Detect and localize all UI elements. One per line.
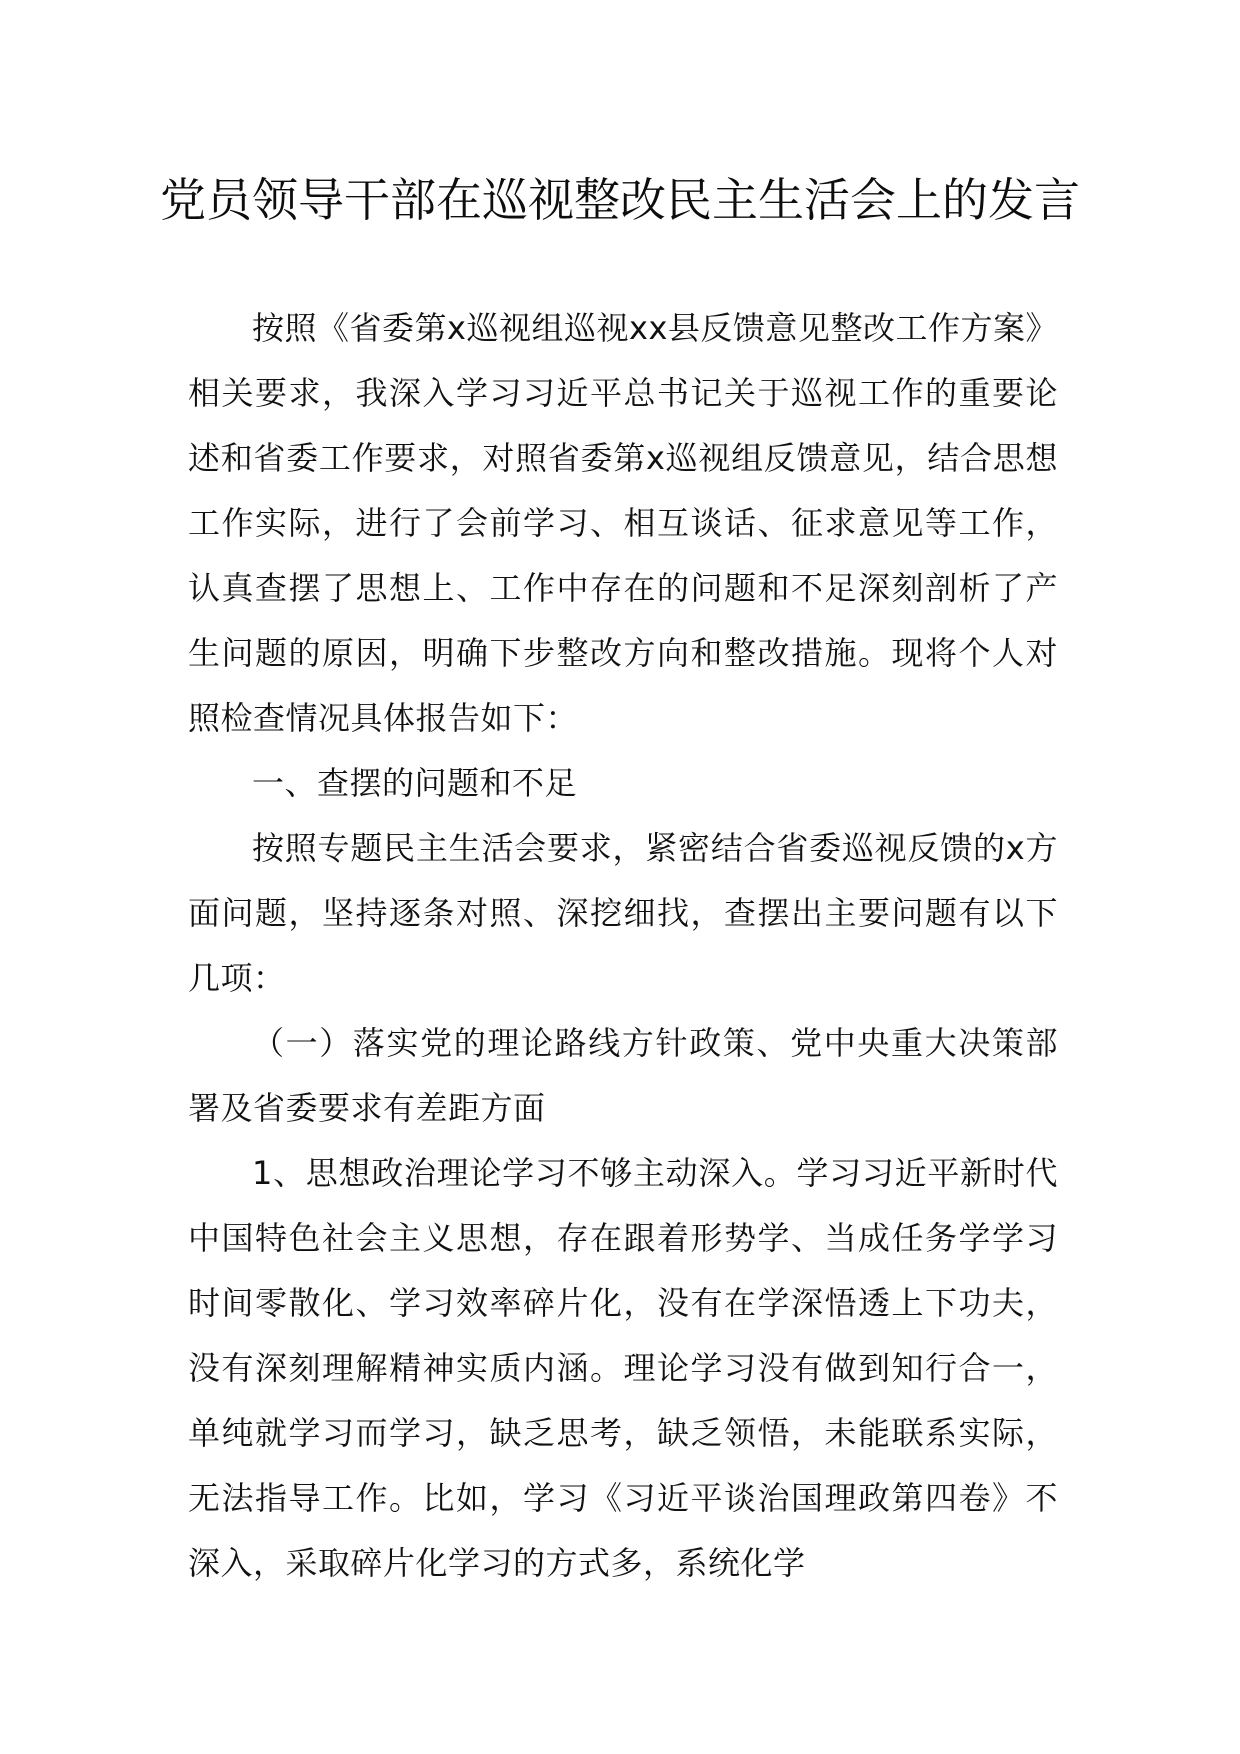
document-body xyxy=(188,296,1058,1596)
document-title: 党员领导干部在巡视整改民主生活会上的发言 xyxy=(160,173,1080,227)
intro-paragraph: 按照《省委第x巡视组巡视xx县反馈意见整改工作方案》相关要求，我深入学习习近平总书记关于巡视工作的重要论述和省委工作要求，对照省委第x巡视组反馈意见，结合思想工作实际，进行了会前学习、相互谈话、征求意见等工作，认真查摆了思想上、工作中存在的问题和不足深刻剖析了产生问题的原因，明确下步整改方向和整改措施。现将个人对照检查情况具体报告如下： xyxy=(188,309,1058,737)
subsection-heading-1: （一）落实党的理论路线方针政策、党中央重大决策部署及省委要求有差距方面 xyxy=(188,1024,1058,1127)
section-heading-1: 一、查摆的问题和不足 xyxy=(252,764,578,802)
section-intro-paragraph: 按照专题民主生活会要求，紧密结合省委巡视反馈的x方面问题，坚持逐条对照、深挖细找，查摆出主要问题有以下几项： xyxy=(188,829,1058,997)
item-paragraph-1: 1、思想政治理论学习不够主动深入。学习习近平新时代中国特色社会主义思想，存在跟着形势学、当成任务学学习时间零散化、学习效率碎片化，没有在学深悟透上下功夫，没有深刻理解精神实质内涵。理论学习没有做到知行合一，单纯就学习而学习，缺乏思考，缺乏领悟，未能联系实际，无法指导工作。比如，学习《习近平谈治国理政第四卷》不深入，采取碎片化学习的方式多，系统化学 xyxy=(188,1154,1058,1582)
